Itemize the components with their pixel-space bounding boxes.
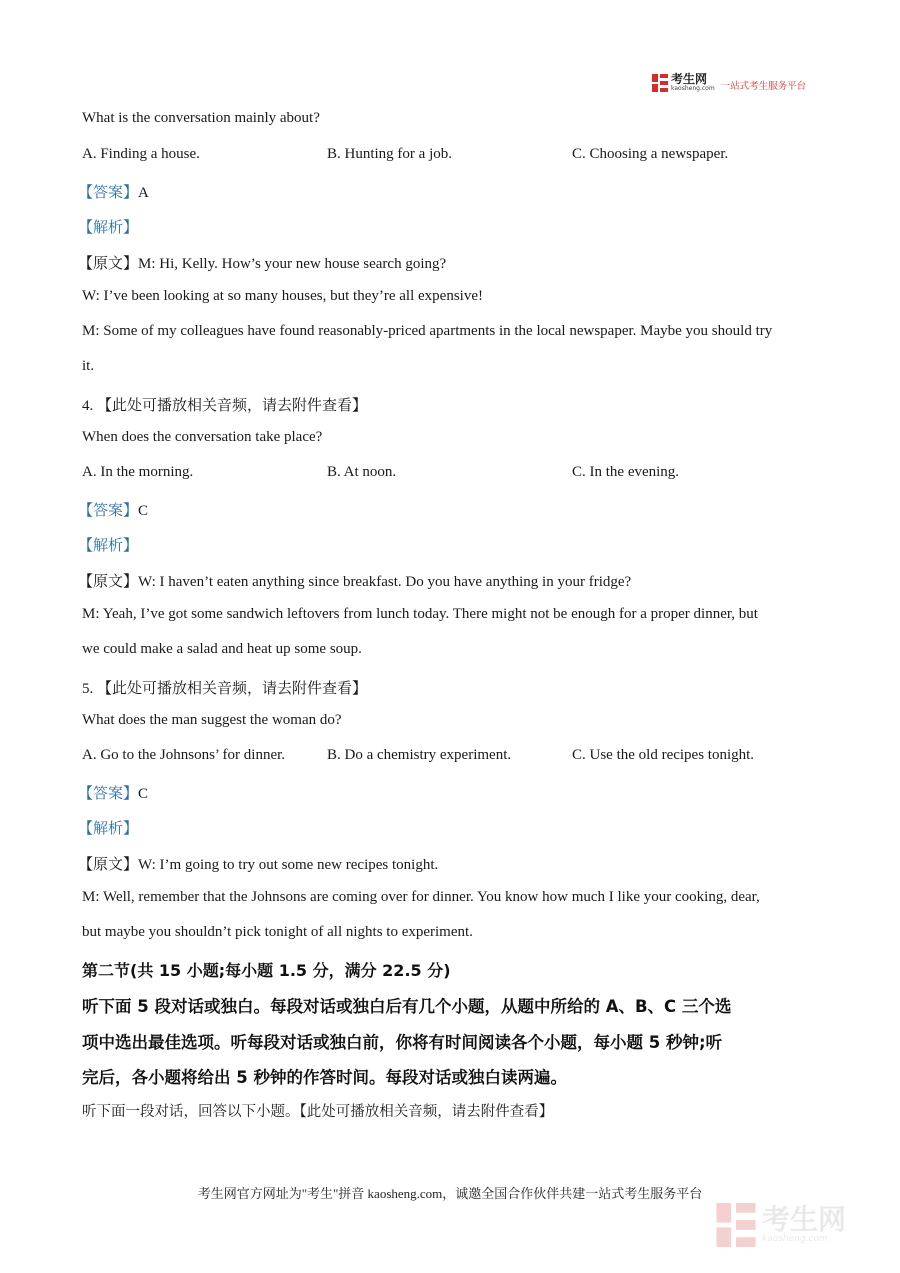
q4-transcript-line-3: we could make a salad and heat up some soup. bbox=[82, 641, 362, 657]
transcript-text: W: I’m going to try out some new recipes tonight. bbox=[138, 857, 439, 873]
q5-question: What does the man suggest the woman do? bbox=[82, 712, 342, 728]
answer-value: C bbox=[138, 503, 149, 519]
footer-text: 考生网官方网址为"考生"拼音 kaosheng.com，诚邀全国合作伙伴共建一站式考生服务平台 bbox=[197, 1186, 703, 1201]
q3-answer-row bbox=[78, 181, 149, 202]
q4-answer-row bbox=[78, 499, 148, 520]
logo-name: 考生网 bbox=[671, 72, 708, 86]
transcript-label: 【原文】 bbox=[78, 574, 139, 590]
section2-instruction-3: 完后，各小题将给出 5 秒钟的作答时间。每段对话或独白读两遍。 bbox=[82, 1068, 567, 1087]
audio-note[interactable]: 【此处可播放相关音频，请去附件查看】 bbox=[97, 681, 368, 697]
transcript-text: W: I haven’t eaten anything since breakfast. Do you have anything in your fridge? bbox=[138, 574, 632, 590]
q3-transcript-line-4: it. bbox=[82, 358, 95, 374]
q3-option-a: A. Finding a house. bbox=[82, 146, 200, 162]
section2-instruction-2: 项中选出最佳选项。听每段对话或独白前，你将有时间阅读各个小题，每小题 5 秒钟;听 bbox=[82, 1033, 723, 1052]
answer-label: 【答案】 bbox=[78, 185, 139, 201]
q5-transcript-line-2: M: Well, remember that the Johnsons are coming over for dinner. You know how much I like your cooking, dear, bbox=[82, 889, 760, 905]
q5-option-b: B. Do a chemistry experiment. bbox=[327, 747, 512, 763]
q3-transcript-line-1 bbox=[78, 252, 446, 273]
q4-question: When does the conversation take place? bbox=[82, 429, 323, 445]
answer-value: A bbox=[138, 185, 149, 201]
q3-option-b: B. Hunting for a job. bbox=[327, 146, 452, 162]
analysis-label: 【解析】 bbox=[78, 220, 139, 236]
transcript-label: 【原文】 bbox=[78, 256, 139, 272]
answer-label: 【答案】 bbox=[78, 503, 139, 519]
q3-transcript-line-3: M: Some of my colleagues have found reasonably-priced apartments in the local newspaper. Maybe you should try bbox=[82, 323, 773, 339]
analysis-label: 【解析】 bbox=[78, 821, 139, 837]
q4-header bbox=[82, 394, 367, 415]
q3-transcript-line-2: W: I’ve been looking at so many houses, but they’re all expensive! bbox=[82, 288, 483, 304]
logo-domain: kaosheng.com bbox=[671, 85, 715, 92]
answer-value: C bbox=[138, 786, 149, 802]
q4-transcript-line-1 bbox=[78, 570, 631, 591]
question-number: 5. bbox=[82, 681, 94, 697]
watermark-domain: kaosheng.com bbox=[762, 1234, 828, 1244]
kaosheng-logo-icon bbox=[652, 74, 668, 92]
section2-title: 第二节(共 15 小题;每小题 1.5 分，满分 22.5 分) bbox=[82, 961, 451, 980]
q5-transcript-line-1 bbox=[78, 853, 438, 874]
transcript-label: 【原文】 bbox=[78, 857, 139, 873]
q5-option-a: A. Go to the Johnsons’ for dinner. bbox=[82, 747, 286, 763]
transcript-text: M: Hi, Kelly. How’s your new house search going? bbox=[138, 256, 447, 272]
analysis-label: 【解析】 bbox=[78, 538, 139, 554]
section2-next-prompt: 听下面一段对话，回答以下小题。【此处可播放相关音频，请去附件查看】 bbox=[82, 1104, 554, 1120]
q4-option-b: B. At noon. bbox=[327, 464, 397, 480]
header-logo[interactable] bbox=[652, 73, 806, 92]
q4-option-a: A. In the morning. bbox=[82, 464, 194, 480]
q5-transcript-line-3: but maybe you shouldn’t pick tonight of all nights to experiment. bbox=[82, 924, 473, 940]
q4-transcript-line-2: M: Yeah, I’ve got some sandwich leftovers from lunch today. There might not be enough for a proper dinner, but bbox=[82, 606, 758, 622]
watermark-logo-icon bbox=[716, 1203, 756, 1247]
q5-answer-row bbox=[78, 782, 148, 803]
q5-header bbox=[82, 677, 367, 698]
q4-option-c: C. In the evening. bbox=[572, 464, 680, 480]
question-number: 4. bbox=[82, 398, 94, 414]
q3-question: What is the conversation mainly about? bbox=[82, 110, 320, 126]
footer-watermark bbox=[716, 1203, 846, 1247]
audio-note[interactable]: 【此处可播放相关音频，请去附件查看】 bbox=[97, 398, 368, 414]
answer-label: 【答案】 bbox=[78, 786, 139, 802]
q5-option-c: C. Use the old recipes tonight. bbox=[572, 747, 755, 763]
logo-slogan: 一站式考生服务平台 bbox=[720, 80, 807, 92]
section2-instruction-1: 听下面 5 段对话或独白。每段对话或独白后有几个小题，从题中所给的 A、B、C 三个选 bbox=[82, 997, 732, 1016]
q3-option-c: C. Choosing a newspaper. bbox=[572, 146, 729, 162]
watermark-name: 考生网 bbox=[762, 1203, 847, 1236]
